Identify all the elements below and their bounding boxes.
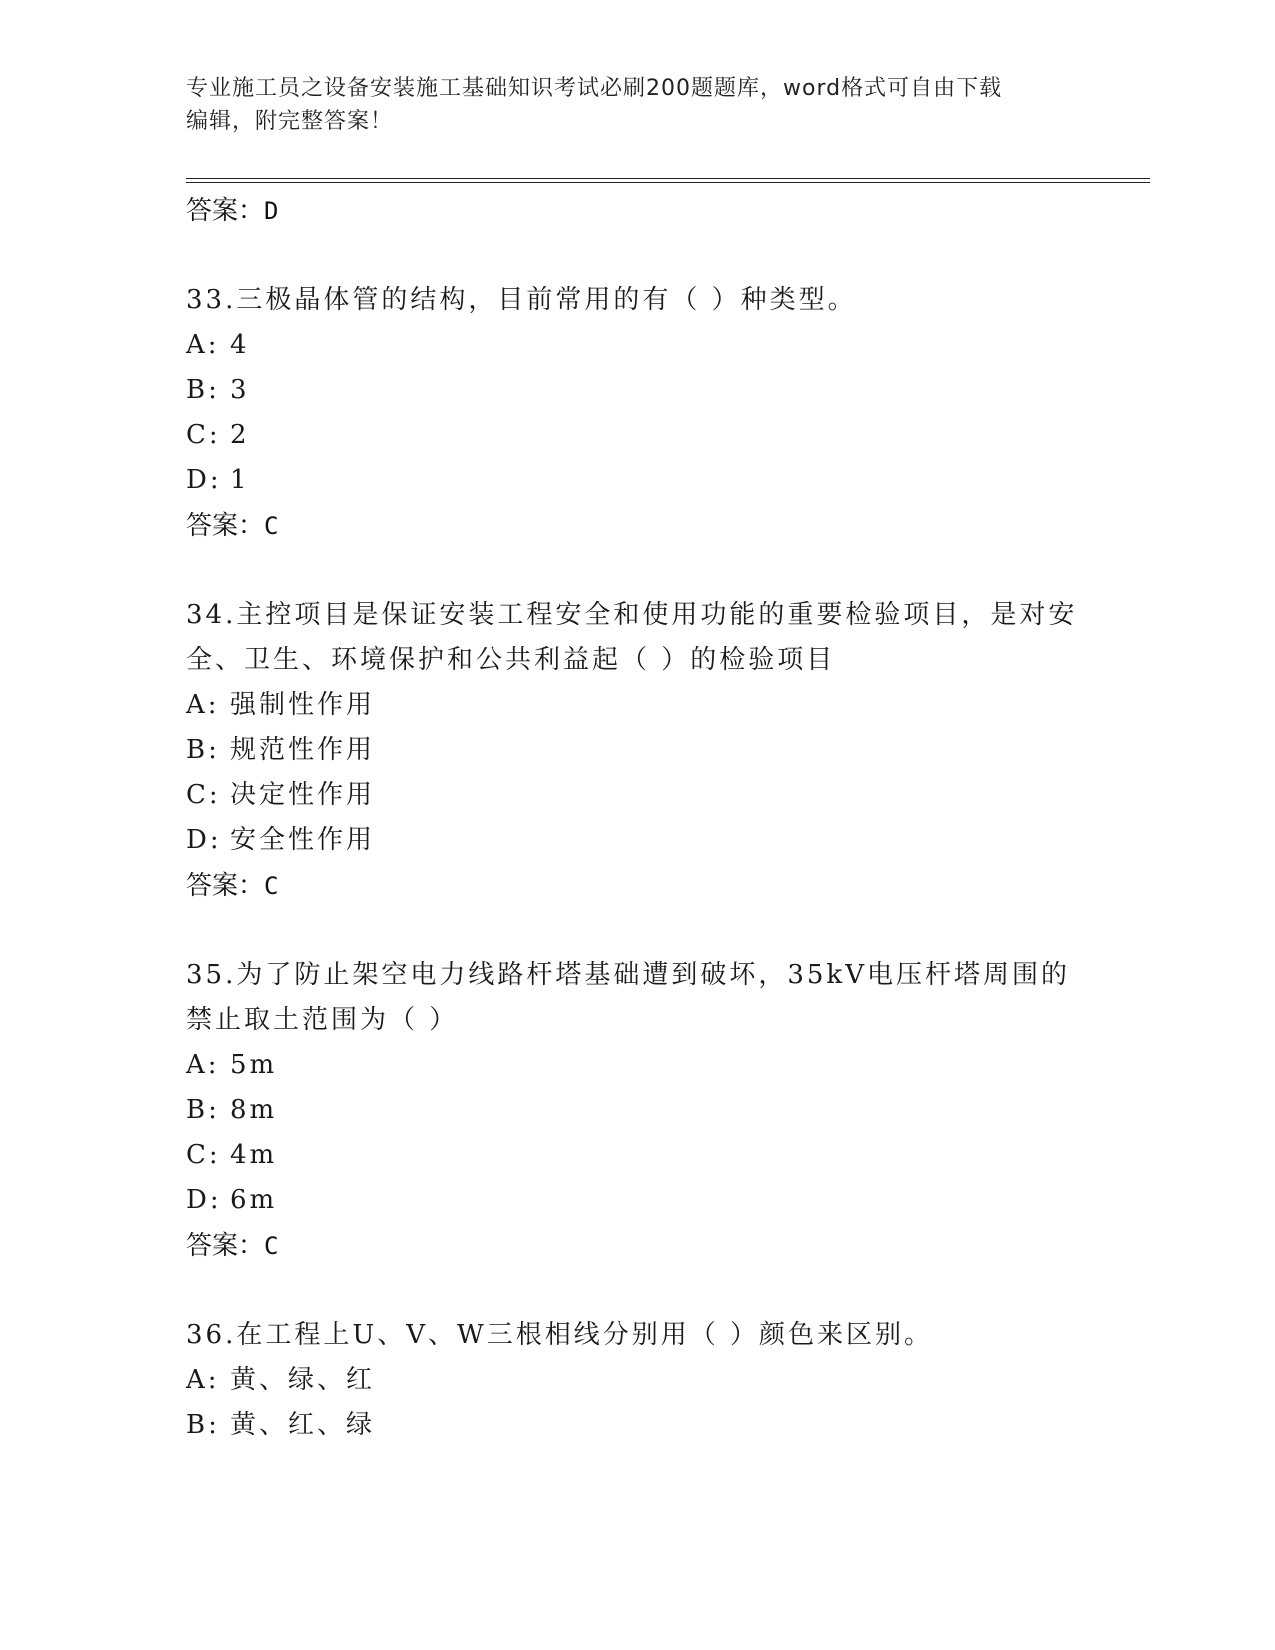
question-answer (186, 503, 1150, 549)
document-header (186, 72, 1066, 138)
option-text: 5m (230, 1050, 278, 1080)
option-b (186, 1403, 1150, 1448)
option-a (186, 1043, 1150, 1088)
option-text: 1 (230, 465, 250, 495)
option-c (186, 1133, 1150, 1178)
option-a (186, 323, 1150, 368)
option-a (186, 1358, 1150, 1403)
question-block-35 (186, 953, 1150, 1269)
question-text: 33.三极晶体管的结构，目前常用的有（ ）种类型。 (186, 285, 857, 315)
option-text: 黄、红、绿 (230, 1410, 376, 1440)
spacer (186, 1269, 1150, 1313)
option-letter: C: (186, 420, 221, 450)
option-letter: B: (186, 1410, 220, 1440)
option-letter: C: (186, 780, 221, 810)
question-answer (186, 863, 1150, 909)
option-text: 4m (230, 1140, 278, 1170)
spacer (186, 234, 1150, 278)
option-text: 4 (230, 330, 250, 360)
option-letter: C: (186, 1140, 221, 1170)
option-text: 2 (230, 420, 250, 450)
question-block-33 (186, 278, 1150, 549)
option-letter: B: (186, 1095, 220, 1125)
option-letter: A: (186, 1365, 220, 1395)
answer-label: 答案： (186, 1231, 265, 1261)
option-letter: A: (186, 1050, 220, 1080)
answer-value: C (264, 512, 279, 540)
option-b (186, 728, 1150, 773)
header-title-line1: 专业施工员之设备安装施工基础知识考试必刷200题题库，word格式可自由下载 (186, 76, 1003, 101)
option-d (186, 458, 1150, 503)
document-page (186, 0, 1150, 1650)
question-text: 35.为了防止架空电力线路杆塔基础遭到破坏，35kV电压杆塔周围的禁止取土范围为（ ） (186, 960, 1070, 1035)
option-text: 黄、绿、红 (230, 1365, 376, 1395)
option-letter: B: (186, 375, 220, 405)
option-b (186, 368, 1150, 413)
option-text: 3 (230, 375, 250, 405)
answer-label: 答案： (186, 511, 265, 541)
option-letter: D: (186, 1185, 222, 1215)
option-d (186, 1178, 1150, 1223)
option-text: 6m (230, 1185, 278, 1215)
answer-value: C (264, 872, 279, 900)
spacer (186, 909, 1150, 953)
option-c (186, 413, 1150, 458)
option-text: 强制性作用 (230, 690, 376, 720)
option-text: 安全性作用 (230, 825, 376, 855)
answer-label: 答案： (186, 196, 265, 226)
spacer (186, 549, 1150, 593)
option-text: 决定性作用 (230, 780, 376, 810)
header-divider (186, 178, 1150, 183)
question-answer (186, 1223, 1150, 1269)
question-block-34 (186, 593, 1150, 909)
answer-value: D (264, 197, 279, 225)
previous-answer (186, 188, 1150, 234)
option-letter: D: (186, 465, 222, 495)
answer-value: C (264, 1232, 279, 1260)
question-text: 34.主控项目是保证安装工程安全和使用功能的重要检验项目，是对安全、卫生、环境保护和公共利益起（ ）的检验项目 (186, 600, 1078, 675)
option-text: 规范性作用 (230, 735, 376, 765)
option-c (186, 773, 1150, 818)
option-letter: A: (186, 330, 220, 360)
document-content (186, 188, 1150, 1448)
option-letter: A: (186, 690, 220, 720)
answer-label: 答案： (186, 871, 265, 901)
option-letter: B: (186, 735, 220, 765)
question-block-36 (186, 1313, 1150, 1448)
option-b (186, 1088, 1150, 1133)
option-text: 8m (230, 1095, 278, 1125)
option-a (186, 683, 1150, 728)
question-text: 36.在工程上U、V、W三根相线分别用（ ）颜色来区别。 (186, 1320, 934, 1350)
option-letter: D: (186, 825, 222, 855)
header-title-line2: 编辑，附完整答案！ (186, 109, 394, 134)
option-d (186, 818, 1150, 863)
